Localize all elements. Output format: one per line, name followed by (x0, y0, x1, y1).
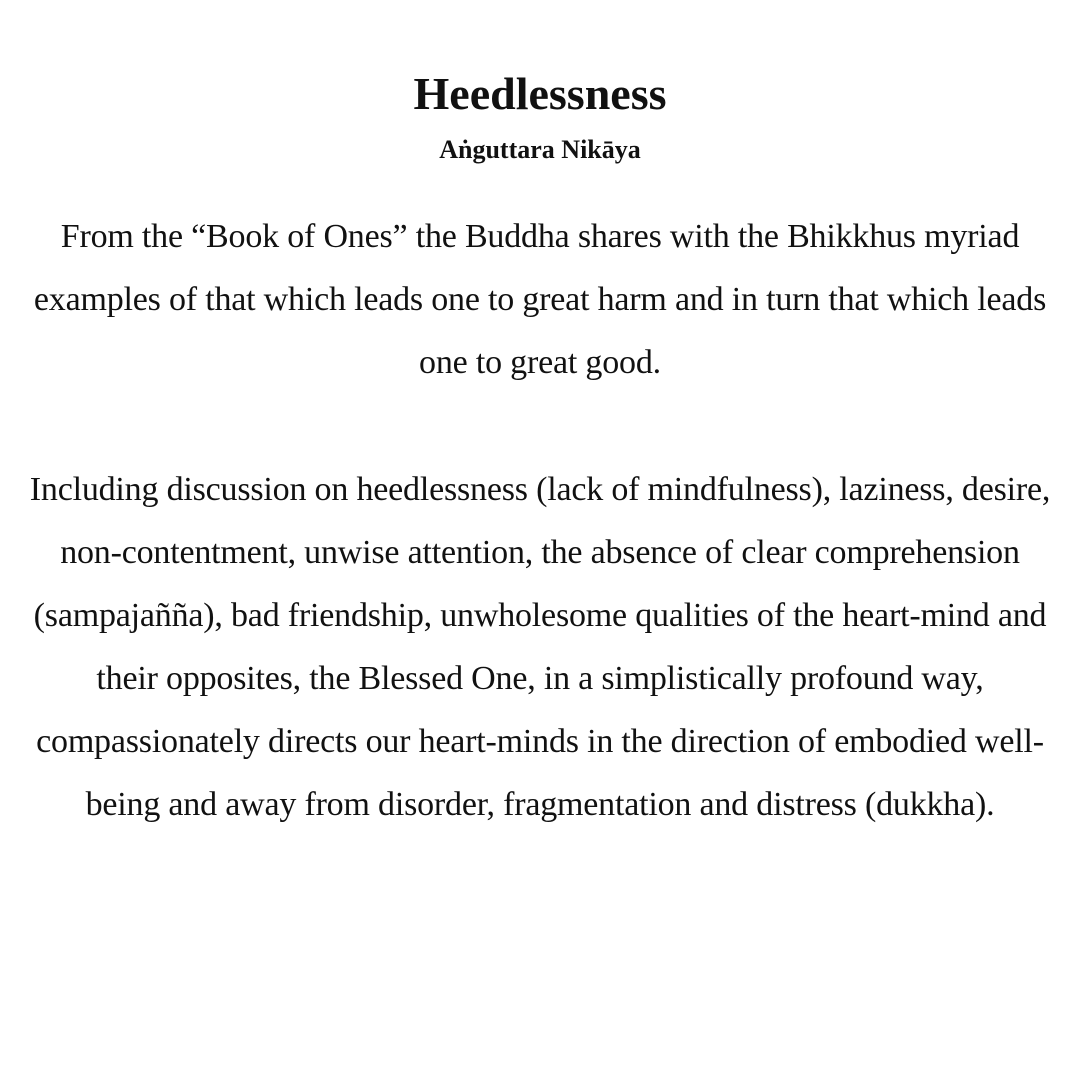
page-subtitle: Aṅguttara Nikāya (439, 135, 641, 164)
discussion-paragraph: Including discussion on heedlessness (lack of mindfulness), laziness, desire, non-contentment, unwise attention, the absence of clear comprehension (sampajañña), bad friendship, unwholesome qualities of the heart-mind and their opposites, the Blessed One, in a simplistically profound way, compassionately directs our heart-minds in the direction of embodied well-being and away from disorder, fragmentation and distress (dukkha). (29, 471, 1051, 823)
intro-paragraph: From the “Book of Ones” the Buddha shares with the Bhikkhus myriad examples of that which leads one to great harm and in turn that which leads one to great good. (33, 218, 1047, 381)
page-title: Heedlessness (413, 68, 667, 119)
